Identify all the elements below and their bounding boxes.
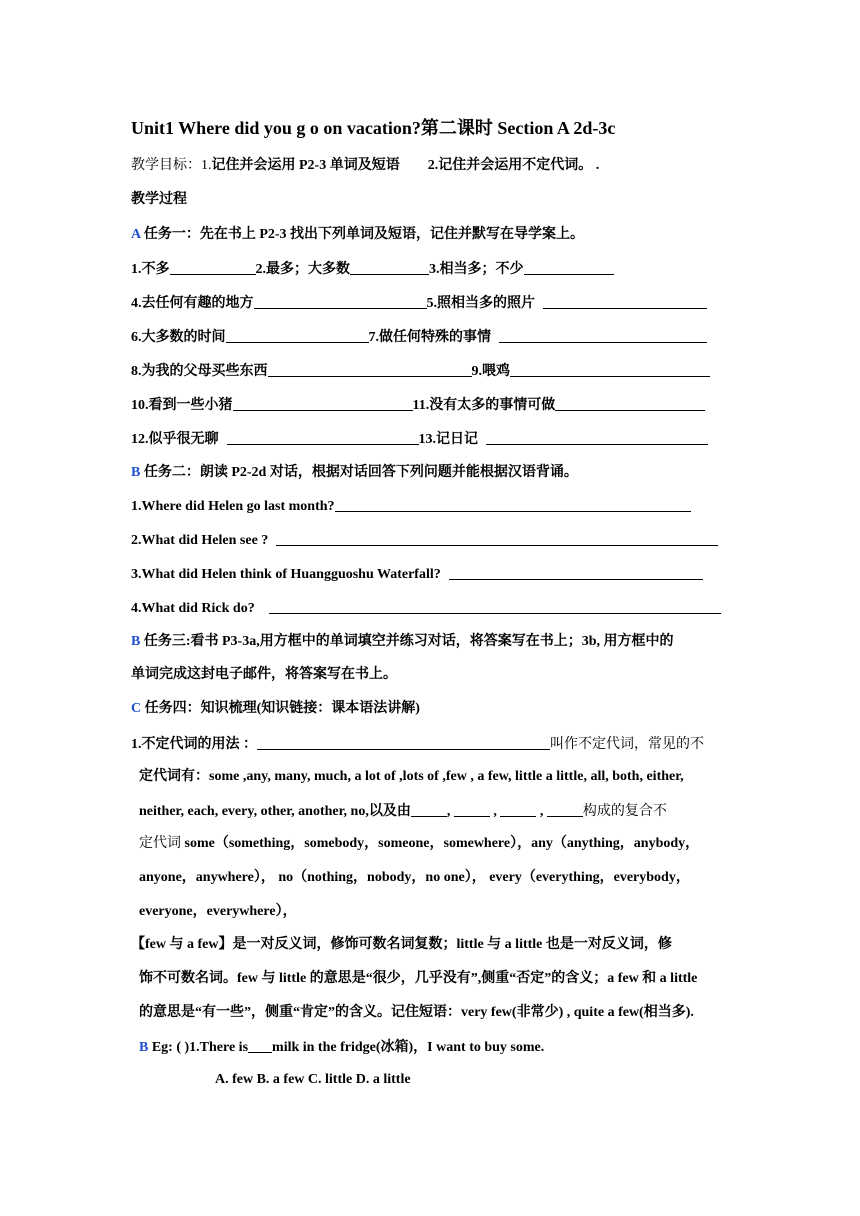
- few-note-line-2: 饰不可数名词。few 与 little 的意思是“很少，几乎没有”,侧重“否定”的含义；a few 和 a little: [139, 971, 698, 986]
- grammar-text: 1.不定代词的用法 ：: [131, 737, 257, 752]
- blank-line[interactable]: [510, 362, 710, 377]
- blank-line[interactable]: [248, 1038, 272, 1053]
- question-text: 1.Where did Helen go last month?: [131, 499, 335, 514]
- goal-1-number: 1.: [201, 158, 212, 173]
- grammar-text: neither, each, every, other, another, no,以及由: [139, 804, 411, 819]
- blank-line[interactable]: [226, 328, 369, 343]
- task-2-text: 任务二：朗读 P2-2d 对话，根据对话回答下列问题并能根据汉语背诵。: [140, 465, 578, 480]
- task-4: [131, 700, 420, 718]
- blank-line[interactable]: [454, 802, 490, 817]
- task-4-mark: C: [131, 701, 142, 716]
- vocab-item: 4.去任何有趣的地方: [131, 296, 254, 311]
- blank-line[interactable]: [543, 294, 707, 309]
- grammar-text: 叫作不定代词，常见的不: [550, 737, 704, 752]
- goal-2-text: 2.记住并会运用不定代词。 .: [427, 158, 600, 173]
- vocab-item: 13.记日记: [418, 432, 478, 447]
- teaching-goals: [131, 157, 599, 175]
- task-1-mark: A: [131, 227, 141, 242]
- task-4-text: 任务四：知识梳理(知识链接：课本语法讲解): [141, 701, 420, 716]
- vocab-item: 3.相当多；不少: [429, 262, 524, 277]
- answer-line[interactable]: [335, 497, 691, 512]
- task-1: [131, 226, 584, 244]
- task-2-mark: B: [131, 465, 141, 480]
- goal-1-text: 记住并会运用: [211, 158, 299, 173]
- page-title: Unit1 Where did you g o on vacation?第二课时 Section A 2d-3c: [131, 118, 616, 138]
- answer-line[interactable]: [449, 565, 703, 580]
- goals-label: 教学目标：: [131, 158, 201, 173]
- blank-line[interactable]: [268, 362, 472, 377]
- vocab-item: 5.照相当多的照片: [426, 296, 535, 311]
- blank-line[interactable]: [555, 396, 705, 411]
- vocab-item: 7.做任何特殊的事情: [368, 330, 491, 345]
- grammar-text: 定代词: [139, 836, 185, 851]
- blank-line[interactable]: [547, 802, 583, 817]
- question-text: 4.What did Rick do?: [131, 601, 255, 616]
- question-2: [131, 531, 718, 550]
- grammar-line-3: [139, 802, 667, 821]
- vocab-item: 2.最多；大多数: [255, 262, 350, 277]
- vocab-row-1: [131, 260, 614, 279]
- question-4: [131, 599, 721, 618]
- blank-line[interactable]: [254, 294, 427, 309]
- few-note-line-3: 的意思是“有一些”，侧重“肯定”的含义。记住短语：very few(非常少) , quite a few(相当多).: [139, 1005, 694, 1020]
- grammar-line-4: [139, 835, 699, 853]
- blank-line[interactable]: [486, 430, 708, 445]
- blank-line[interactable]: [257, 735, 550, 750]
- answer-line[interactable]: [269, 599, 721, 614]
- question-text: 2.What did Helen see ?: [131, 533, 269, 548]
- vocab-row-5: [131, 396, 705, 415]
- example-text: milk in the fridge(冰箱)，I want to buy some.: [272, 1040, 545, 1055]
- goal-1-emph: P2-3 单词及短语: [299, 158, 400, 173]
- question-1: [131, 497, 691, 516]
- blank-line[interactable]: [227, 430, 419, 445]
- answer-line[interactable]: [276, 531, 718, 546]
- question-3: [131, 565, 703, 584]
- comma: ,: [539, 804, 544, 819]
- blank-line[interactable]: [499, 328, 707, 343]
- vocab-row-3: [131, 328, 707, 347]
- task-3-mark: B: [131, 634, 141, 649]
- vocab-item: 10.看到一些小猪: [131, 398, 233, 413]
- process-heading: 教学过程: [131, 192, 187, 207]
- grammar-line-5: anyone，anywhere）， no（nothing，nobody，no one）， every（everything，everybody，: [139, 870, 690, 885]
- example-options: A. few B. a few C. little D. a little: [215, 1072, 411, 1087]
- blank-line[interactable]: [350, 260, 429, 275]
- task-1-text: 任务一：先在书上 P2-3 找出下列单词及短语，记住并默写在导学案上。: [140, 227, 585, 242]
- grammar-line-1: [131, 735, 704, 754]
- vocab-item: 11.没有太多的事情可做: [412, 398, 556, 413]
- few-note-line-1: 【few 与 a few】是一对反义词，修饰可数名词复数；little 与 a little 也是一对反义词，修: [131, 937, 672, 952]
- vocab-row-4: [131, 362, 710, 381]
- blank-line[interactable]: [170, 260, 256, 275]
- vocab-item: 1.不多: [131, 262, 170, 277]
- vocab-item: 9.喂鸡: [471, 364, 510, 379]
- blank-line[interactable]: [411, 802, 447, 817]
- comma: ,: [493, 804, 497, 819]
- vocab-item: 8.为我的父母买些东西: [131, 364, 268, 379]
- example-text: Eg: ( )1.There is: [148, 1040, 249, 1055]
- grammar-line-6: everyone，everywhere），: [139, 904, 297, 919]
- comma: ,: [446, 804, 451, 819]
- blank-line[interactable]: [500, 802, 536, 817]
- task-3-text: 任务三:看书 P3-3a,用方框中的单词填空并练习对话，将答案写在书上；3b, 用方框中的: [140, 634, 674, 649]
- blank-line[interactable]: [524, 260, 614, 275]
- question-text: 3.What did Helen think of Huangguoshu Waterfall?: [131, 567, 441, 582]
- task-2: [131, 464, 578, 482]
- example-mark: B: [139, 1040, 149, 1055]
- vocab-row-6: [131, 430, 708, 449]
- example-question: [139, 1038, 544, 1057]
- vocab-row-2: [131, 294, 707, 313]
- grammar-text: 构成的复合不: [582, 804, 667, 819]
- blank-line[interactable]: [233, 396, 413, 411]
- task-3-line-2: 单词完成这封电子邮件，将答案写在书上。: [131, 667, 397, 682]
- grammar-text: some（something，somebody，someone，somewhere），any（anything，anybody，: [184, 836, 700, 851]
- grammar-line-2: 定代词有：some ,any, many, much, a lot of ,lots of ,few , a few, little a little, all, both, either,: [139, 769, 684, 784]
- vocab-item: 12.似乎很无聊: [131, 432, 219, 447]
- task-3-line-1: [131, 633, 674, 651]
- vocab-item: 6.大多数的时间: [131, 330, 226, 345]
